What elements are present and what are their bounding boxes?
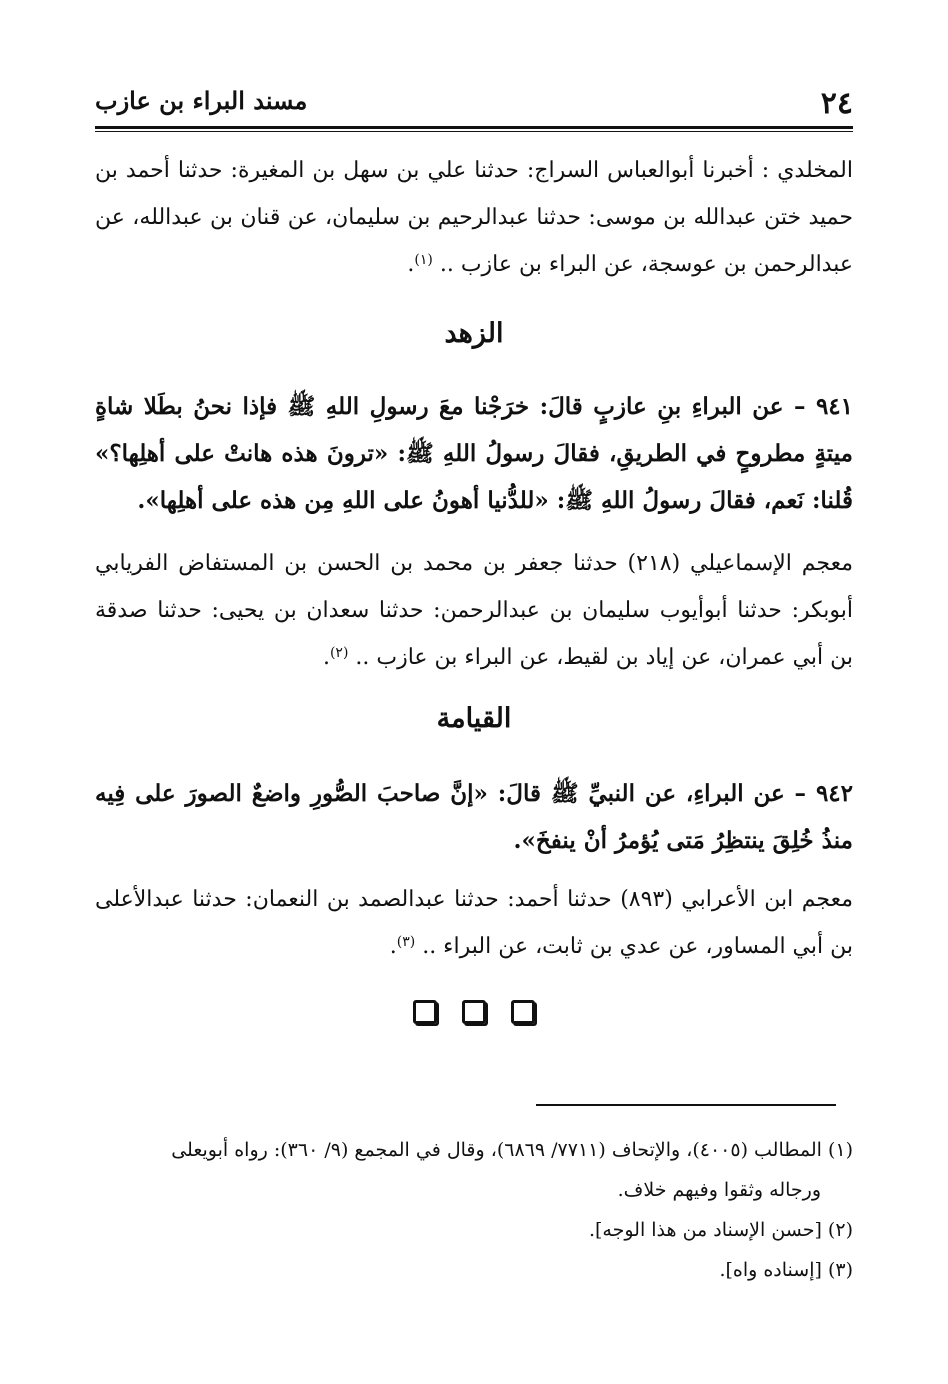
page-header: [95, 86, 853, 122]
section-heading-zuhd: الزهد: [444, 318, 504, 349]
footnote-separator: [536, 1104, 836, 1106]
footnote-3-line1: (٣) [إسناده واه].: [719, 1259, 853, 1281]
section-divider-ornament: [0, 1000, 948, 1028]
square-ornament-icon: [413, 1000, 437, 1024]
square-ornament-icon: [511, 1000, 535, 1024]
footnote-3: [95, 1250, 853, 1290]
source-942: [95, 876, 853, 970]
footnote-1: [95, 1130, 853, 1210]
footnote-ref-3[interactable]: (٣): [396, 934, 416, 950]
header-rule-thick: [95, 126, 853, 129]
footnote-ref-1[interactable]: (١): [414, 252, 433, 268]
source-941-end: .: [322, 645, 330, 670]
section-heading-qiyama: القيامة: [436, 703, 512, 734]
footnote-2: [95, 1210, 853, 1250]
intro-end: .: [407, 252, 415, 277]
footnote-1-line2: ورجاله وثقوا وفيهم خلاف.: [617, 1179, 821, 1201]
hadith-942: ٩٤٢ – عن البراءِ، عن النبيِّ ﷺ قالَ: «إنَّ صاحبَ الصُّورِ واضعٌ الصورَ على فِيه منذُ خُلِقَ ينتظِرُ مَتى يُؤمرُ أنْ ينفخَ».: [95, 780, 853, 854]
source-941: [95, 540, 853, 681]
footnotes: [95, 1130, 853, 1290]
square-ornament-icon: [462, 1000, 486, 1024]
running-title: مسند البراء بن عازب: [95, 86, 308, 115]
hadith-941: ٩٤١ – عن البراءِ بنِ عازبٍ قالَ: خرَجْنا معَ رسولِ اللهِ ﷺ فإذا نحنُ بطَلا شاةٍ ميتةٍ مطروحٍ في الطريقِ، فقالَ رسولُ اللهِ ﷺ: «ترونَ هذه هانتْ على أهلِها؟» قُلنا: نَعم، فقالَ رسولُ اللهِ ﷺ: «للدُّنيا أهونُ على اللهِ مِن هذه على أهلِها».: [95, 393, 853, 514]
intro-text: المخلدي : أخبرنا أبوالعباس السراج: حدثنا علي بن سهل بن المغيرة: حدثنا أحمد بن حميد ختن عبدالله بن موسى: حدثنا عبدالرحيم بن سليمان، عن قنان بن عبدالله، عن عبدالرحمن بن عوسجة، عن البراء بن عازب ..: [95, 158, 853, 277]
source-941-text: معجم الإسماعيلي (٢١٨) حدثنا جعفر بن محمد بن الحسن بن المستفاض الفريابي أبوبكر: حدثنا أبوأيوب سليمان بن عبدالرحمن: حدثنا سعدان بن يحيى: حدثنا صدقة بن أبي عمران، عن إياد بن لقيط، عن البراء بن عازب ..: [95, 551, 853, 670]
footnote-2-line1: (٢) [حسن الإسناد من هذا الوجه].: [588, 1219, 853, 1241]
source-942-end: .: [389, 934, 397, 959]
intro-paragraph: [95, 147, 853, 288]
page-number: ٢٤: [820, 86, 853, 121]
source-942-text: معجم ابن الأعرابي (٨٩٣) حدثنا أحمد: حدثنا عبدالصمد بن النعمان: حدثنا عبدالأعلى بن أبي المساور، عن عدي بن ثابت، عن البراء ..: [95, 887, 853, 959]
header-rule-thin: [95, 131, 853, 132]
footnote-1-line1: (١) المطالب (٤٠٠٥)، والإتحاف (٧٧١١/ ٦٨٦٩)، وقال في المجمع (٩/ ٣٦٠): رواه أبويعلى: [171, 1139, 853, 1161]
footnote-ref-2[interactable]: (٢): [329, 645, 349, 661]
